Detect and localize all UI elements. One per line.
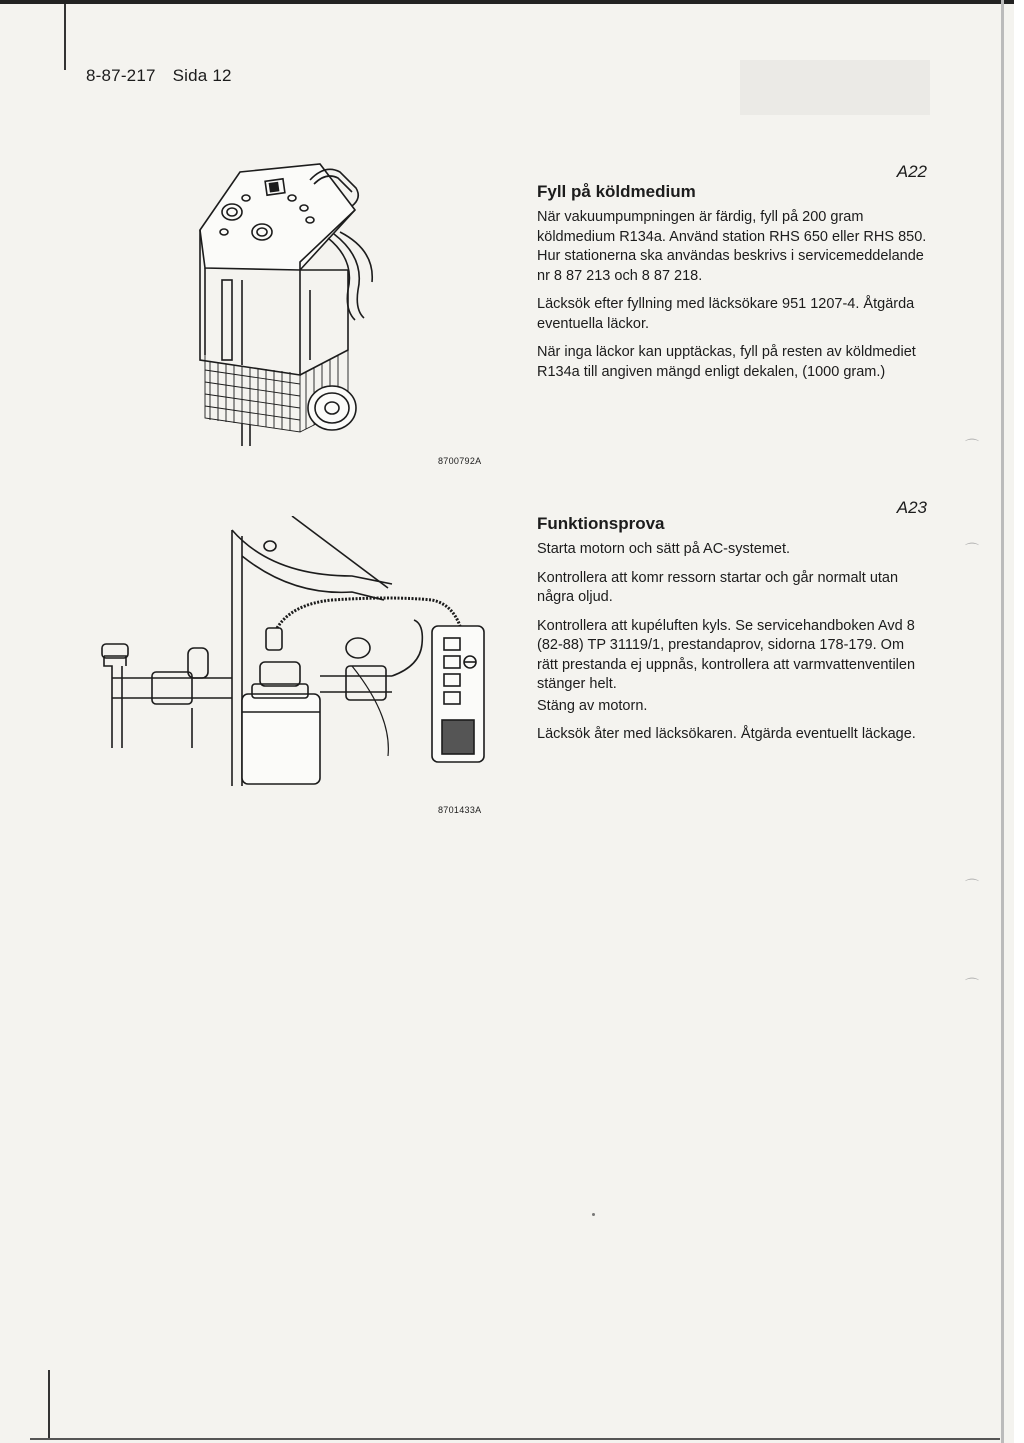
section-a23 — [537, 498, 927, 754]
paragraph: Läcksök åter med läcksökaren. Åtgärda eventuellt läckage. — [537, 726, 916, 742]
section-title: Funktionsprova — [537, 514, 665, 533]
scan-mark-bottom-left — [48, 1370, 50, 1438]
scan-mark-top-left — [64, 4, 66, 70]
scan-speck — [592, 1213, 595, 1216]
section-title: Fyll på köldmedium — [537, 182, 696, 201]
section-code: A22 — [896, 162, 927, 181]
scan-edge-top — [0, 0, 1024, 4]
scan-edge-right — [1001, 0, 1004, 1443]
paragraph: Stäng av motorn. — [537, 697, 648, 714]
scan-artifact: ⌒ — [965, 542, 979, 558]
paragraph: Läcksök efter fyllning med läcksökare 951 1207-4. Åtgärda eventuella läckor. — [537, 296, 915, 332]
section-code: A23 — [896, 498, 927, 517]
scan-artifact: ⌒ — [965, 438, 979, 454]
paragraph: Kontrollera att kupéluften kyls. Se servicehandboken Avd 8 (82-88) TP 31119/1, prestandaprov, sidorna 178-179. Om rätt prestanda ej uppnås, kontrollera att varmvattenventilen stänger helt. — [537, 617, 916, 692]
doc-number: 8-87-217 — [86, 66, 156, 85]
scan-artifact: ⌒ — [965, 878, 979, 894]
paragraph: När vakuumpumpningen är färdig, fyll på 200 gram köldmedium R134a. Använd station RHS 650 eller RHS 850. Hur stationerna ska användas beskrivs i servicemeddelande nr 8 87 213 och 8 87 218. — [537, 209, 927, 284]
figure-code: 8701433A — [438, 805, 482, 815]
page-label: Sida 12 — [172, 66, 232, 85]
ac-service-station-illustration — [180, 150, 430, 450]
paragraph: Kontrollera att komr ressorn startar och går normalt utan några oljud. — [537, 569, 899, 605]
scan-artifact: ⌒ — [965, 977, 979, 993]
section-a22 — [537, 162, 927, 391]
paragraph: När inga läckor kan upptäckas, fyll på resten av köldmediet R134a till angiven mängd enligt dekalen, (1000 gram.) — [537, 344, 916, 380]
scan-edge-bottom — [30, 1438, 1000, 1440]
page-header — [86, 66, 232, 86]
scan-shadow-block — [740, 60, 930, 115]
scan-margin-right — [1014, 0, 1024, 1443]
figure-code: 8700792A — [438, 456, 482, 466]
receiver-drier-leak-detector-illustration — [92, 516, 502, 786]
paragraph: Starta motorn och sätt på AC-systemet. — [537, 541, 791, 557]
